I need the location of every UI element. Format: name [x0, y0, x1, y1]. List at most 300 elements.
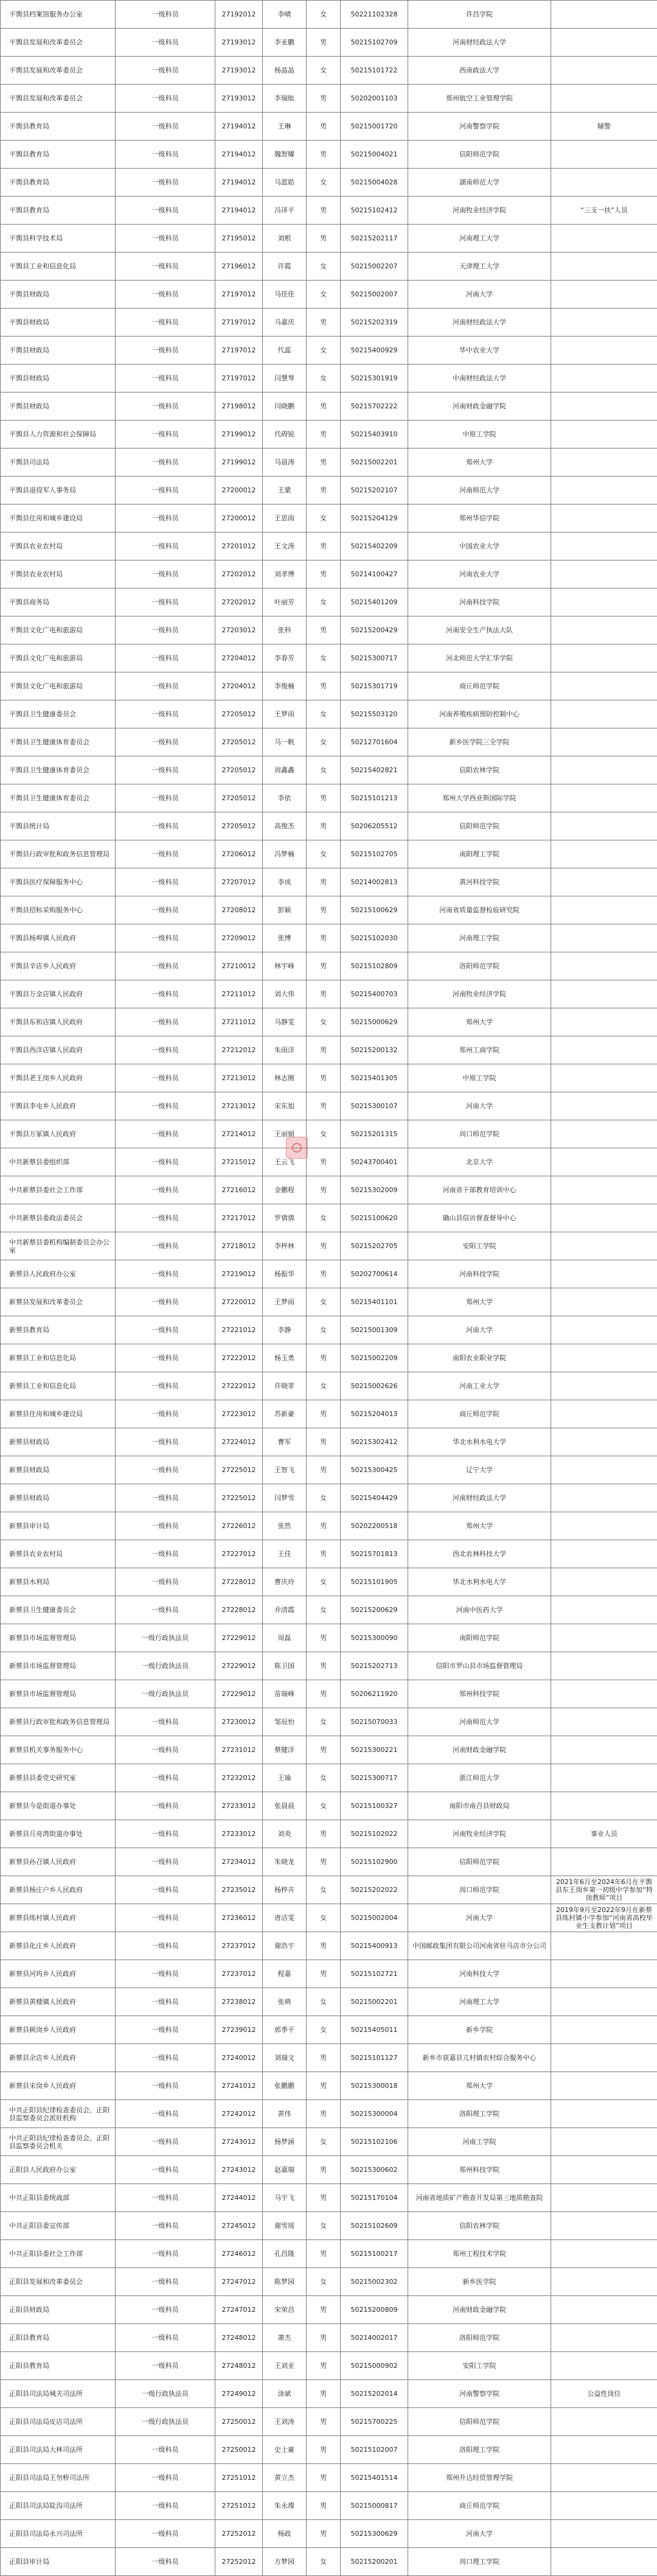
cell-exam-number: 50215301719	[341, 672, 408, 700]
table-row	[1, 141, 657, 169]
cell-school-or-employer: 河南财政金融学院	[408, 1736, 551, 1764]
cell-exam-number: 50215002626	[341, 1372, 408, 1400]
cell-remark	[551, 1512, 657, 1540]
cell-school-or-employer: 河南牧业经济学院	[408, 1820, 551, 1848]
cell-gender: 男	[307, 784, 341, 812]
cell-name: 刘根	[263, 225, 307, 253]
table-row	[1, 1792, 657, 1820]
cell-gender: 男	[307, 1848, 341, 1876]
table-row	[1, 1008, 657, 1036]
cell-gender: 男	[307, 952, 341, 980]
cell-name: 刘孝博	[263, 560, 307, 588]
cell-exam-number: 50206211920	[341, 1680, 408, 1708]
cell-name: 曹庆玲	[263, 1568, 307, 1596]
cell-gender: 女	[307, 1792, 341, 1820]
cell-remark	[551, 253, 657, 281]
table-row	[1, 2324, 657, 2352]
table-row	[1, 616, 657, 644]
cell-gender: 男	[307, 2408, 341, 2436]
cell-position-code: 27199012	[215, 449, 263, 476]
cell-unit: 正阳县发展和改革委员会	[1, 2268, 116, 2296]
cell-name: 谢雪瑶	[263, 2212, 307, 2240]
cell-exam-number: 50215001309	[341, 1316, 408, 1344]
cell-unit: 平舆县发展和改革委员会	[1, 29, 116, 57]
cell-gender: 男	[307, 672, 341, 700]
cell-unit: 平舆县招标采购服务中心	[1, 896, 116, 924]
cell-position-code: 27238012	[215, 1988, 263, 2016]
cell-position: 一级科员	[116, 57, 215, 85]
cell-unit: 正阳县财政局	[1, 2296, 116, 2324]
cell-position-code: 27215012	[215, 1148, 263, 1176]
cell-position-code: 27233012	[215, 1820, 263, 1848]
cell-name: 陈梦园	[263, 2268, 307, 2296]
cell-school-or-employer: 河南省地质矿产勘查开发局第三地质勘查院	[408, 2184, 551, 2212]
cell-unit: 正阳县教育局	[1, 2352, 116, 2380]
table-row	[1, 1848, 657, 1876]
cell-gender: 男	[307, 197, 341, 225]
cell-school-or-employer: 河南财经政法大学	[408, 309, 551, 337]
cell-exam-number: 50215000817	[341, 2492, 408, 2520]
cell-remark	[551, 1624, 657, 1652]
cell-remark	[551, 1764, 657, 1792]
cell-position: 一级科员	[116, 2240, 215, 2268]
cell-name: 杨晶晶	[263, 57, 307, 85]
cell-name: 王瑜	[263, 1764, 307, 1792]
cell-gender: 女	[307, 1288, 341, 1316]
cell-name: 张萌	[263, 1988, 307, 2016]
cell-position: 一级科员	[116, 449, 215, 476]
table-row	[1, 1624, 657, 1652]
table-row	[1, 980, 657, 1008]
cell-unit: 平舆县万冢镇人民政府	[1, 1120, 116, 1148]
cell-gender: 男	[307, 2324, 341, 2352]
cell-remark	[551, 169, 657, 197]
cell-remark	[551, 1400, 657, 1428]
table-row	[1, 281, 657, 309]
cell-position-code: 27193012	[215, 85, 263, 113]
cell-remark	[551, 281, 657, 309]
cell-position-code: 27220012	[215, 1288, 263, 1316]
cell-exam-number: 50215100629	[341, 896, 408, 924]
cell-unit: 新蔡县审计局	[1, 1512, 116, 1540]
cell-position-code: 27247012	[215, 2296, 263, 2324]
cell-remark	[551, 1288, 657, 1316]
table-row	[1, 700, 657, 728]
cell-gender: 男	[307, 2100, 341, 2128]
cell-remark	[551, 840, 657, 868]
cell-name: 叶丽芳	[263, 588, 307, 616]
cell-position-code: 27208012	[215, 896, 263, 924]
cell-exam-number: 50215101127	[341, 2044, 408, 2072]
cell-exam-number: 50215070033	[341, 1708, 408, 1736]
cell-exam-number: 50214002813	[341, 868, 408, 896]
cell-exam-number: 50215702222	[341, 393, 408, 421]
cell-exam-number: 50215001720	[341, 113, 408, 141]
cell-school-or-employer: 新乡学院	[408, 2016, 551, 2044]
cell-position-code: 27213012	[215, 1092, 263, 1120]
cell-position: 一级科员	[116, 504, 215, 532]
cell-position: 一级科员	[116, 169, 215, 197]
cell-remark	[551, 504, 657, 532]
cell-unit: 中共新蔡县委组织部	[1, 1148, 116, 1176]
cell-name: 王云飞	[263, 1148, 307, 1176]
cell-position-code: 27193012	[215, 29, 263, 57]
cell-position-code: 27197012	[215, 337, 263, 365]
cell-gender: 男	[307, 1736, 341, 1764]
cell-name: 李静	[263, 1316, 307, 1344]
cell-school-or-employer: 河南科技大学	[408, 1960, 551, 1988]
cell-unit: 正阳县司法局大林司法所	[1, 2436, 116, 2464]
cell-unit: 新蔡县机关事务服务中心	[1, 1736, 116, 1764]
cell-name: 林宇峰	[263, 952, 307, 980]
cell-gender: 男	[307, 1344, 341, 1372]
cell-position-code: 27242012	[215, 2100, 263, 2128]
cell-exam-number: 50214100427	[341, 560, 408, 588]
cell-name: 邹辰怡	[263, 1708, 307, 1736]
cell-position: 一级科员	[116, 1148, 215, 1176]
table-row	[1, 1596, 657, 1624]
table-row	[1, 588, 657, 616]
cell-position-code: 27214012	[215, 1120, 263, 1148]
cell-name: 李梓林	[263, 1232, 307, 1260]
cell-unit: 新蔡县卫生健康委员会	[1, 1596, 116, 1624]
cell-exam-number: 50215002201	[341, 449, 408, 476]
cell-unit: 平舆县教育局	[1, 113, 116, 141]
cell-position-code: 27249012	[215, 2380, 263, 2408]
cell-unit: 中共正阳县纪律检查委员会、正阳县监察委员会派驻机构	[1, 2100, 116, 2128]
cell-position-code: 27226012	[215, 1512, 263, 1540]
cell-position: 一级科员	[116, 756, 215, 784]
cell-unit: 新蔡县市场监督管理局	[1, 1652, 116, 1680]
cell-exam-number: 50215002207	[341, 253, 408, 281]
table-row	[1, 1316, 657, 1344]
table-row	[1, 1176, 657, 1204]
cell-gender: 男	[307, 980, 341, 1008]
cell-name: 代碍锐	[263, 421, 307, 449]
cell-remark	[551, 1568, 657, 1596]
cell-remark	[551, 2492, 657, 2520]
cell-exam-number: 50215202014	[341, 2380, 408, 2408]
cell-exam-number: 50215405011	[341, 2016, 408, 2044]
cell-unit: 新蔡县农业农村局	[1, 1540, 116, 1568]
cell-position: 一级行政执法员	[116, 2380, 215, 2408]
table-row	[1, 2268, 657, 2296]
cell-unit: 平舆县财政局	[1, 337, 116, 365]
cell-remark	[551, 2156, 657, 2184]
cell-name: 朱永璨	[263, 2492, 307, 2520]
cell-position: 一级科员	[116, 1904, 215, 1932]
cell-gender: 男	[307, 2352, 341, 2380]
cell-school-or-employer: 河南大学	[408, 1316, 551, 1344]
cell-remark	[551, 393, 657, 421]
cell-remark	[551, 588, 657, 616]
cell-position-code: 27223012	[215, 1400, 263, 1428]
cell-position: 一级行政执法员	[116, 1652, 215, 1680]
table-row	[1, 1400, 657, 1428]
cell-remark	[551, 2016, 657, 2044]
table-row	[1, 2296, 657, 2324]
cell-unit: 平舆县行政审批和政务信息管理局	[1, 840, 116, 868]
cell-name: 朱雨洋	[263, 1036, 307, 1064]
cell-position-code: 27196012	[215, 253, 263, 281]
table-row	[1, 1960, 657, 1988]
cell-school-or-employer: 浙江师范大学	[408, 1764, 551, 1792]
cell-remark	[551, 2408, 657, 2436]
cell-name: 冯梦楠	[263, 840, 307, 868]
cell-position-code: 27221012	[215, 1316, 263, 1344]
cell-school-or-employer: 河南师范大学	[408, 476, 551, 504]
cell-position-code: 27248012	[215, 2324, 263, 2352]
cell-remark	[551, 1092, 657, 1120]
cell-remark	[551, 365, 657, 393]
cell-name: 王丽娟	[263, 1120, 307, 1148]
cell-position-code: 27252012	[215, 2520, 263, 2548]
cell-school-or-employer: 河南财政金融学院	[408, 393, 551, 421]
cell-gender: 男	[307, 1456, 341, 1484]
cell-position: 一级科员	[116, 2016, 215, 2044]
table-row	[1, 225, 657, 253]
cell-unit: 平舆县统计局	[1, 812, 116, 840]
cell-position: 一级科员	[116, 29, 215, 57]
table-row	[1, 1092, 657, 1120]
cell-remark	[551, 756, 657, 784]
cell-position: 一级科员	[116, 2156, 215, 2184]
cell-position-code: 27227012	[215, 1540, 263, 1568]
cell-school-or-employer: 河南安全生产执法大队	[408, 616, 551, 644]
cell-remark	[551, 700, 657, 728]
cell-unit: 平舆县财政局	[1, 281, 116, 309]
cell-position: 一级科员	[116, 2436, 215, 2464]
cell-name: 马嘉庆	[263, 309, 307, 337]
cell-unit: 新蔡县顿岗乡人民政府	[1, 2016, 116, 2044]
cell-gender: 男	[307, 1400, 341, 1428]
cell-name: 苗瑞峰	[263, 1680, 307, 1708]
cell-name: 王刘亚	[263, 2352, 307, 2380]
cell-position: 一级科员	[116, 2324, 215, 2352]
cell-exam-number: 50215100327	[341, 1792, 408, 1820]
cell-remark	[551, 616, 657, 644]
cell-position-code: 27194012	[215, 141, 263, 169]
cell-position: 一级科员	[116, 476, 215, 504]
cell-remark	[551, 868, 657, 896]
table-row	[1, 2520, 657, 2548]
cell-gender: 男	[307, 560, 341, 588]
cell-position-code: 27194012	[215, 113, 263, 141]
cell-unit: 平舆县李屯乡人民政府	[1, 1092, 116, 1120]
cell-gender: 女	[307, 365, 341, 393]
cell-exam-number: 50215401514	[341, 2464, 408, 2492]
table-row	[1, 1456, 657, 1484]
cell-unit: 新蔡县住房和城乡建设局	[1, 1400, 116, 1428]
cell-school-or-employer: 洛阳师范学院	[408, 952, 551, 980]
cell-school-or-employer: 郑州大学	[408, 1288, 551, 1316]
table-row	[1, 1428, 657, 1456]
cell-position-code: 27245012	[215, 2212, 263, 2240]
cell-unit: 平舆县科学技术局	[1, 225, 116, 253]
cell-name: 代蕊	[263, 337, 307, 365]
cell-gender: 女	[307, 2268, 341, 2296]
cell-school-or-employer: 湖南师范大学	[408, 169, 551, 197]
cell-name: 罗倩倩	[263, 1204, 307, 1232]
cell-school-or-employer: 周口师范学院	[408, 1876, 551, 1904]
cell-gender: 女	[307, 1988, 341, 2016]
cell-exam-number: 50215300090	[341, 1624, 408, 1652]
cell-unit: 新蔡县人民政府办公室	[1, 1260, 116, 1288]
cell-unit: 新蔡县水利局	[1, 1568, 116, 1596]
table-row	[1, 1988, 657, 2016]
cell-position: 一级科员	[116, 1344, 215, 1372]
cell-remark	[551, 672, 657, 700]
cell-remark	[551, 2044, 657, 2072]
cell-position: 一级科员	[116, 2072, 215, 2100]
cell-name: 李春芳	[263, 644, 307, 672]
table-row	[1, 1232, 657, 1260]
cell-name: 杨振华	[263, 1260, 307, 1288]
cell-name: 李亚鹏	[263, 29, 307, 57]
cell-gender: 男	[307, 1540, 341, 1568]
cell-unit: 平舆县退役军人事务局	[1, 476, 116, 504]
cell-remark: 辅警	[551, 113, 657, 141]
cell-position-code: 27204012	[215, 672, 263, 700]
table-row	[1, 1764, 657, 1792]
table-row	[1, 57, 657, 85]
cell-position: 一级科员	[116, 616, 215, 644]
cell-remark	[551, 2296, 657, 2324]
cell-unit: 新蔡县市场监督管理局	[1, 1624, 116, 1652]
table-row	[1, 1372, 657, 1400]
cell-name: 李俊楠	[263, 672, 307, 700]
cell-gender: 女	[307, 2548, 341, 2576]
cell-unit: 新蔡县孙召镇人民政府	[1, 1848, 116, 1876]
table-row	[1, 2212, 657, 2240]
cell-school-or-employer: 西南政法大学	[408, 57, 551, 85]
cell-remark	[551, 924, 657, 952]
cell-remark	[551, 812, 657, 840]
cell-exam-number: 50215002007	[341, 281, 408, 309]
cell-position: 一级科员	[116, 1204, 215, 1232]
cell-position: 一级科员	[116, 1064, 215, 1092]
cell-school-or-employer: 安阳工学院	[408, 2352, 551, 2380]
cell-school-or-employer: 华北水利水电大学	[408, 1428, 551, 1456]
table-row	[1, 784, 657, 812]
cell-unit: 新蔡县宋岗乡人民政府	[1, 2072, 116, 2100]
cell-name: 黄立杰	[263, 2464, 307, 2492]
cell-exam-number: 50215402209	[341, 532, 408, 560]
cell-exam-number: 50215503120	[341, 700, 408, 728]
table-row	[1, 29, 657, 57]
cell-position-code: 27248012	[215, 2352, 263, 2380]
cell-name: 马宇飞	[263, 2184, 307, 2212]
cell-position-code: 27192012	[215, 1, 263, 29]
cell-unit: 平舆县农业农村局	[1, 532, 116, 560]
cell-name: 朱晓龙	[263, 1848, 307, 1876]
cell-position: 一级科员	[116, 1848, 215, 1876]
cell-position: 一级科员	[116, 1008, 215, 1036]
table-row	[1, 476, 657, 504]
cell-remark	[551, 421, 657, 449]
cell-position: 一级科员	[116, 1792, 215, 1820]
cell-exam-number: 50215004021	[341, 141, 408, 169]
cell-position-code: 27236012	[215, 1904, 263, 1932]
cell-school-or-employer: 河南科技学院	[408, 1260, 551, 1288]
cell-name: 刘炎	[263, 1820, 307, 1848]
cell-remark	[551, 1708, 657, 1736]
cell-gender: 男	[307, 225, 341, 253]
table-row	[1, 532, 657, 560]
cell-unit: 平舆县医疗保障服务中心	[1, 868, 116, 896]
cell-position: 一级科员	[116, 952, 215, 980]
cell-school-or-employer: 华中农业大学	[408, 337, 551, 365]
cell-exam-number: 50215302412	[341, 1428, 408, 1456]
cell-position-code: 27229012	[215, 1680, 263, 1708]
cell-remark	[551, 57, 657, 85]
cell-exam-number: 50215202713	[341, 1652, 408, 1680]
cell-unit: 新蔡县练村镇人民政府	[1, 1904, 116, 1932]
cell-position: 一级行政执法员	[116, 1680, 215, 1708]
cell-unit: 新蔡县黄楼镇人民政府	[1, 1988, 116, 2016]
cell-gender: 男	[307, 1652, 341, 1680]
cell-position-code: 27235012	[215, 1876, 263, 1904]
cell-remark	[551, 1652, 657, 1680]
table-row	[1, 365, 657, 393]
cell-school-or-employer: 南阳农业职业学院	[408, 1344, 551, 1372]
table-row	[1, 2156, 657, 2184]
cell-gender: 男	[307, 1512, 341, 1540]
cell-position-code: 27219012	[215, 1260, 263, 1288]
cell-school-or-employer: 郑州工程技术学院	[408, 2240, 551, 2268]
cell-school-or-employer: 郑州航空工业管理学院	[408, 85, 551, 113]
cell-name: 曹军	[263, 1428, 307, 1456]
cell-name: 闫梦雪	[263, 1484, 307, 1512]
cell-position: 一级科员	[116, 1, 215, 29]
cell-gender: 男	[307, 2072, 341, 2100]
cell-name: 史士豪	[263, 2436, 307, 2464]
cell-unit: 平舆县文化广电和旅游局	[1, 672, 116, 700]
cell-name: 黄伟	[263, 2100, 307, 2128]
cell-exam-number: 50215102900	[341, 1848, 408, 1876]
cell-school-or-employer: 河南师范大学	[408, 1708, 551, 1736]
table-row	[1, 1036, 657, 1064]
table-row	[1, 1512, 657, 1540]
table-row	[1, 672, 657, 700]
cell-school-or-employer: 信阳师范学院	[408, 2408, 551, 2436]
cell-position: 一级科员	[116, 1092, 215, 1120]
cell-position: 一级科员	[116, 784, 215, 812]
cell-school-or-employer: 洛阳师范学院	[408, 2324, 551, 2352]
cell-unit: 中共正阳县纪律检查委员会、正阳县监察委员会机关	[1, 2128, 116, 2156]
cell-name: 马一帆	[263, 728, 307, 756]
cell-position: 一级科员	[116, 2184, 215, 2212]
cell-remark	[551, 85, 657, 113]
cell-position-code: 27210012	[215, 952, 263, 980]
cell-remark	[551, 1932, 657, 1960]
cell-gender: 女	[307, 1876, 341, 1904]
cell-exam-number: 50215400929	[341, 337, 408, 365]
cell-unit: 正阳县司法局皮店司法所	[1, 2408, 116, 2436]
cell-position-code: 27251012	[215, 2492, 263, 2520]
cell-position: 一级科员	[116, 1568, 215, 1596]
cell-exam-number: 50215300018	[341, 2072, 408, 2100]
cell-remark	[551, 2548, 657, 2576]
cell-gender: 男	[307, 2464, 341, 2492]
cell-school-or-employer: 信阳市罗山县市场监督管理局	[408, 1652, 551, 1680]
cell-gender: 男	[307, 1260, 341, 1288]
cell-remark	[551, 2324, 657, 2352]
table-row	[1, 2436, 657, 2464]
table-row	[1, 896, 657, 924]
cell-remark	[551, 2212, 657, 2240]
cell-school-or-employer: 河南财经政法大学	[408, 29, 551, 57]
